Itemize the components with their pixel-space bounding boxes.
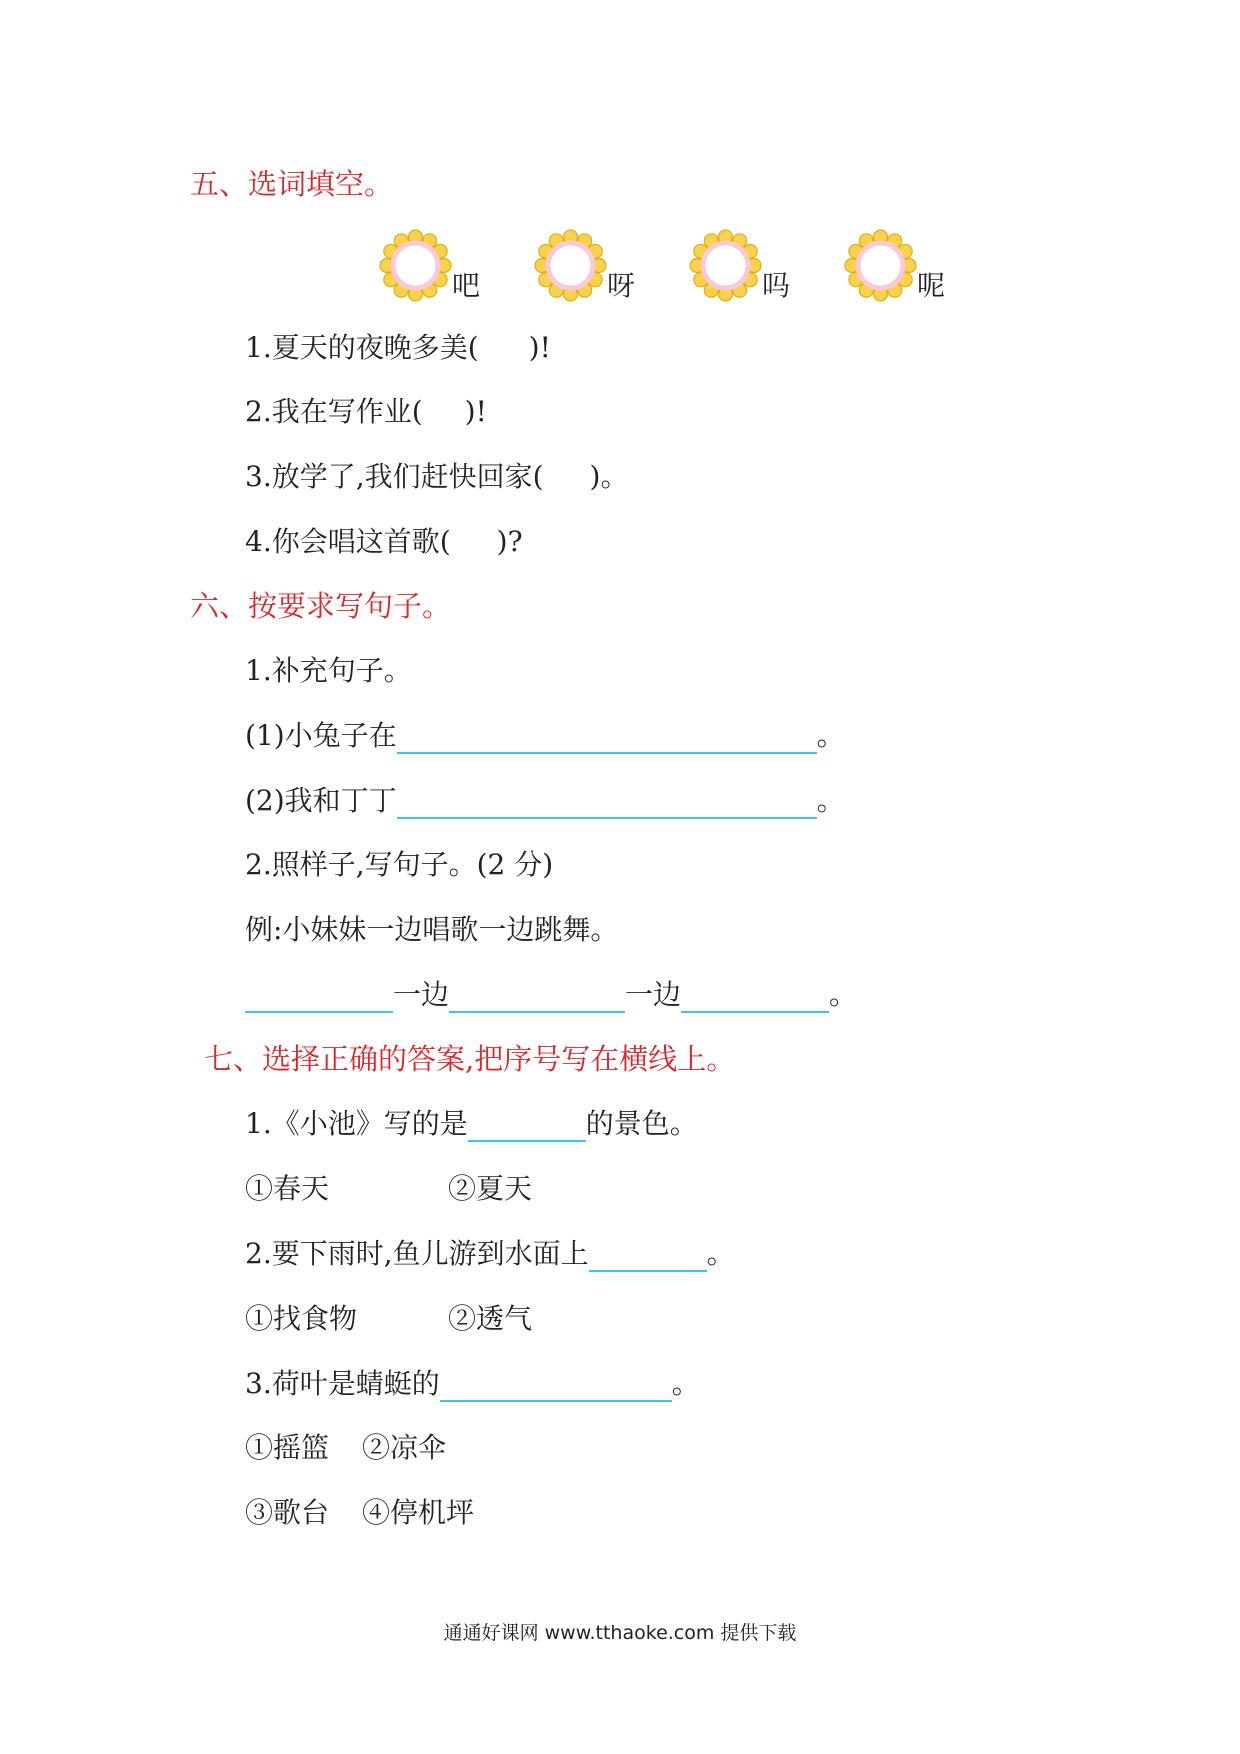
s5-question-1	[245, 326, 551, 366]
s6-sentence-1	[245, 714, 845, 754]
s7-q3-option-1: ①摇篮	[245, 1431, 330, 1464]
s5-question-3	[245, 455, 628, 495]
s6-sentence-2	[245, 779, 845, 819]
q-text: 3.放学了,我们赶快回家(	[245, 460, 544, 493]
s6-sub1: 1.补充句子。	[245, 654, 412, 687]
q-end: )!	[528, 331, 551, 364]
s7-question-2	[245, 1232, 735, 1272]
s5-question-4	[245, 520, 523, 560]
fill-blank-line[interactable]	[589, 1240, 707, 1272]
fill-blank-line[interactable]	[681, 981, 829, 1013]
yibian-word: 一边	[393, 978, 450, 1011]
q-end: )!	[464, 395, 487, 428]
s6-sub2: 2.照样子,写句子。(2 分)	[245, 848, 554, 881]
s6-example: 例:小妹妹一边唱歌一边跳舞。	[245, 913, 619, 946]
s7-question-3	[245, 1362, 700, 1402]
fill-blank-line[interactable]	[449, 981, 625, 1013]
s7-q1-option-2: ②夏天	[448, 1172, 533, 1205]
q-text: 2.我在写作业(	[245, 395, 423, 428]
flower-option-ya	[533, 228, 663, 308]
q-end: 。	[706, 1237, 735, 1270]
flower-icon	[843, 228, 918, 303]
fill-blank-line[interactable]	[245, 981, 393, 1013]
q-end: )。	[589, 460, 629, 493]
footer-credit: 通通好课网 www.tthaoke.com 提供下载	[443, 1622, 797, 1644]
flower-icon	[533, 228, 608, 303]
fill-blank-line[interactable]	[440, 1370, 672, 1402]
q-text: 2.要下雨时,鱼儿游到水面上	[245, 1237, 589, 1270]
flower-icon	[378, 228, 453, 303]
section5-heading: 五、选词填空。	[190, 167, 394, 201]
flower-word: 呀	[607, 269, 636, 302]
flower-option-ma	[688, 228, 818, 308]
period: 。	[816, 719, 845, 752]
sentence-prefix: (2)我和丁丁	[245, 784, 397, 817]
flower-option-ne	[843, 228, 973, 308]
flower-word: 吧	[452, 269, 481, 302]
flower-option-ba	[378, 228, 508, 308]
flower-icon	[688, 228, 763, 303]
fill-blank-line[interactable]	[397, 787, 817, 819]
q-end: )?	[496, 525, 523, 558]
flower-word: 吗	[762, 269, 791, 302]
section6-heading: 六、按要求写句子。	[190, 589, 452, 623]
q-text: 1.《小池》写的是	[245, 1107, 468, 1140]
flower-word: 呢	[917, 269, 946, 302]
s7-q3-option-4: ④停机坪	[362, 1496, 475, 1529]
s7-q3-option-3: ③歌台	[245, 1496, 330, 1529]
q-text: 4.你会唱这首歌(	[245, 525, 451, 558]
s7-q3-option-2: ②凉伞	[362, 1431, 447, 1464]
s7-q2-option-1: ①找食物	[245, 1302, 358, 1335]
s7-q1-option-1: ①春天	[245, 1172, 330, 1205]
period: 。	[816, 784, 845, 817]
q-end: 。	[671, 1367, 700, 1400]
fill-blank-line[interactable]	[397, 722, 817, 754]
sentence-prefix: (1)小兔子在	[245, 719, 397, 752]
q-text: 1.夏天的夜晚多美(	[245, 331, 479, 364]
fill-blank-line[interactable]	[468, 1110, 586, 1142]
s5-question-2	[245, 390, 487, 430]
s7-q2-option-2: ②透气	[448, 1302, 533, 1335]
section7-heading: 七、选择正确的答案,把序号写在横线上。	[204, 1042, 736, 1076]
s6-imitation-line	[245, 973, 857, 1013]
s7-question-1	[245, 1102, 698, 1142]
yibian-word: 一边	[625, 978, 682, 1011]
period: 。	[829, 978, 858, 1011]
q-end: 的景色。	[585, 1107, 698, 1140]
q-text: 3.荷叶是蜻蜓的	[245, 1367, 440, 1400]
